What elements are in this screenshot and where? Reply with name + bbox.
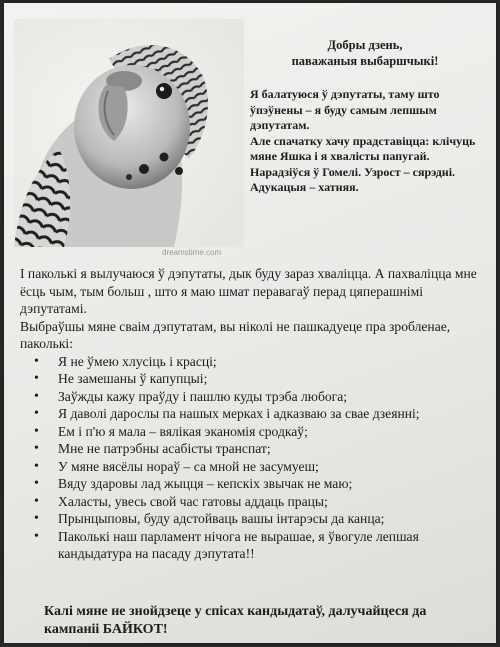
bullet-icon: • [34,406,39,421]
greeting [260,37,470,69]
greeting-line-1: Добры дзень, [327,38,403,52]
greeting-line-2: паважаныя выбаршчыкі! [291,54,439,68]
bullet-icon: • [34,511,39,526]
bullet-icon: • [34,528,39,544]
list-item: • Я не ўмею хлусіць і красці; [34,353,217,369]
main-text [20,265,492,563]
list-item: • Я даволі дарослы па нашых мерках і адказваю за свае дзеянні; [34,406,420,421]
list-item: • Не замешаны ў капупцыі; [34,371,208,386]
list-item: • У мяне вясёлы нораў – са мной не засумуеш; [34,458,319,474]
bullet-icon: • [34,476,39,491]
list-item: • Мне не патрэбны асабісты транспат; [34,441,271,456]
bullet-icon: • [34,458,39,474]
leaflet-page [4,3,496,643]
photo-watermark: dreamstime.com [162,248,222,257]
list-item: • Халасты, увесь свой час гатовы аддаць працы; [34,493,328,509]
intro-paragraph-1: Я балатуюся ў дэпутаты, таму што ўпэўнены – я буду самым лепшым дэпутатам. [250,87,440,132]
list-item: • Заўжды кажу праўду і пашлю куды трэба любога; [34,388,348,404]
list-item: • Ем і п'ю я мала – вялікая эканомія сродкаў; [34,423,308,439]
bullet-icon: • [34,353,39,369]
budgerigar-photo [14,19,244,257]
intro-paragraph-3: Нарадзіўся ў Гомелі. Узрост – сярэдні. Адукацыя – хатняя. [250,164,456,194]
bullet-icon: • [34,388,39,404]
bullet-icon: • [34,493,39,509]
advantages-list [20,353,492,563]
closing-call-to-action: Калі мяне не знойдзеце у спісах кандыдатаў, далучайцеся да кампаніі БАЙКОТ! [44,604,427,637]
body-paragraph-2: Выбраўшы мяне сваім дэпутатам, вы ніколі не пашкадуеце пра зробленае, паколькі: [20,318,451,351]
bullet-icon: • [34,441,39,456]
list-item: • Вяду здаровы лад жыцця – кепскіх звычак не маю; [34,476,353,491]
body-paragraph-1: І паколькі я вылучаюся ў дэпутаты, дык буду зараз хваліцца. А пахваліцца мне ёсць чым, тым больш , што я маю шмат перавагаў перад цяперашнімі дэпутатамі. [20,266,477,316]
budgerigar-icon [14,19,244,247]
list-item: • Прынцыповы, буду адстойваць вашы інтарэсы да канца; [34,511,385,526]
list-item: • Паколькі наш парламент нічога не вырашае, я ўвогуле лепшая кандыдатура на пасаду дэпутата!! [34,528,419,561]
bullet-icon: • [34,423,39,439]
intro-block [250,87,490,196]
bullet-icon: • [34,371,39,386]
intro-paragraph-2: Але спачатку хачу прадставіцца: клічуць мяне Яшка і я хвалісты папугай. [250,133,476,163]
